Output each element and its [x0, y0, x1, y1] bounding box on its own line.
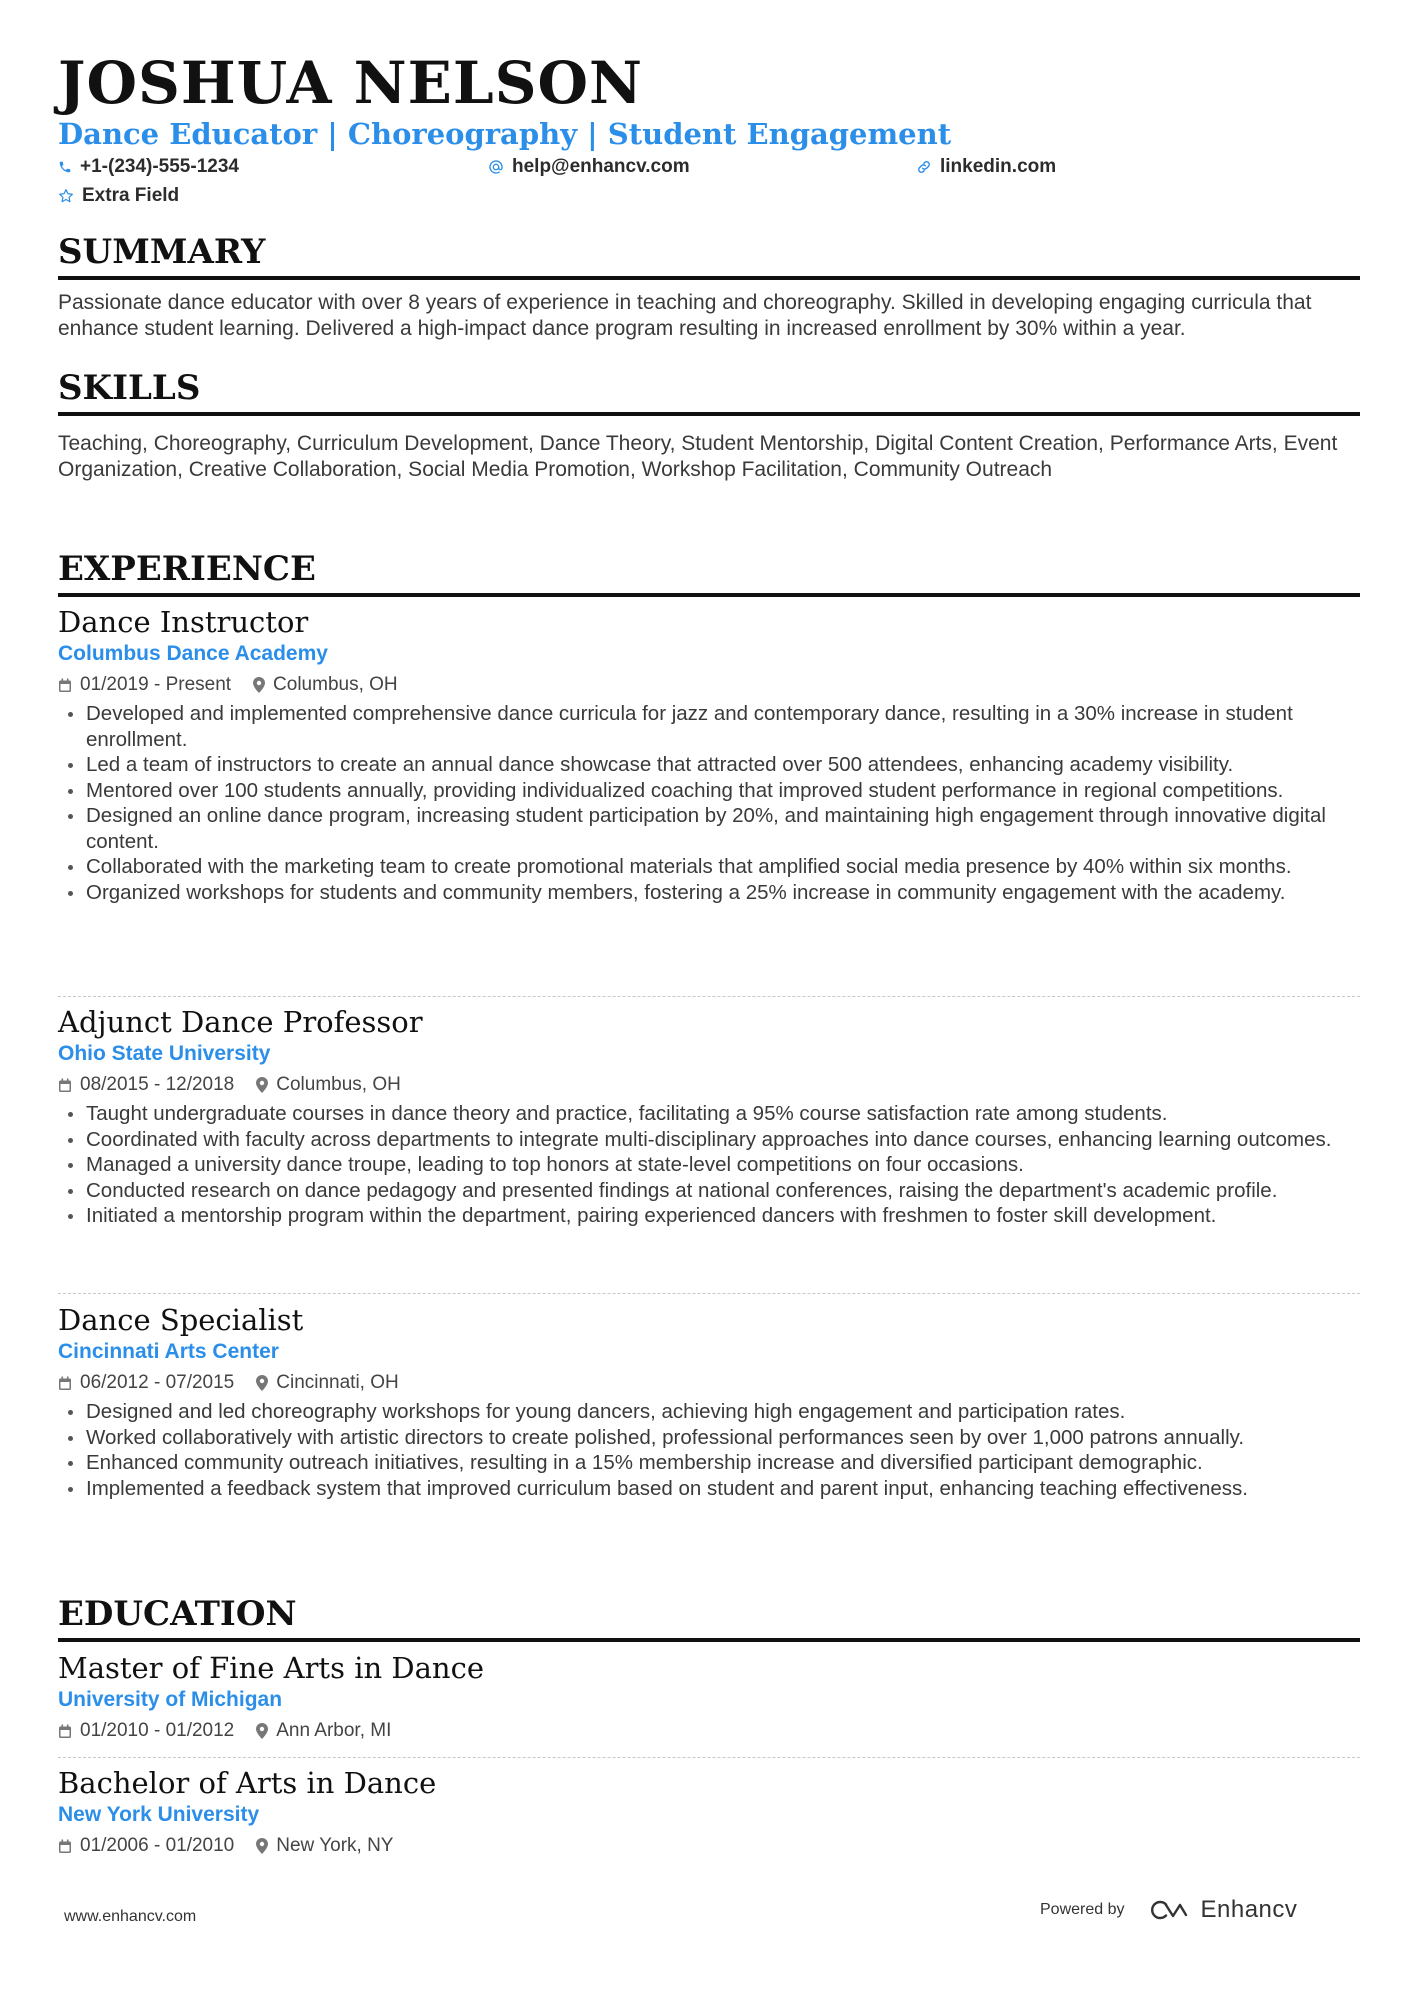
job-company: Columbus Dance Academy: [58, 642, 328, 665]
bullet-item: Led a team of instructors to create an annual dance showcase that attracted over 500 attendees, enhancing academy visibility.: [58, 752, 1360, 778]
job-location: [256, 1073, 401, 1097]
calendar-icon: [58, 678, 72, 693]
contact-phone[interactable]: [58, 155, 239, 179]
footer-branding[interactable]: [1040, 1896, 1297, 1924]
degree-title: Master of Fine Arts in Dance: [58, 1651, 484, 1685]
education-heading: EDUCATION: [58, 1594, 1360, 1642]
calendar-icon: [58, 1839, 72, 1854]
email-text: help@enhancv.com: [512, 156, 690, 177]
education-meta: [58, 1719, 1360, 1743]
bullet-item: Conducted research on dance pedagogy and presented findings at national conferences, raising the department's academic profile.: [58, 1178, 1360, 1204]
bullet-item: Mentored over 100 students annually, providing individualized coaching that improved student performance in regional competitions.: [58, 778, 1360, 804]
link-icon: [916, 159, 932, 175]
bullet-item: Organized workshops for students and community members, fostering a 25% increase in community engagement with the academy.: [58, 880, 1360, 906]
degree-title: Bachelor of Arts in Dance: [58, 1766, 437, 1800]
contact-linkedin[interactable]: [916, 155, 1056, 179]
education-location: [256, 1719, 391, 1743]
job-entry: [58, 604, 1360, 905]
summary-heading: SUMMARY: [58, 232, 1360, 280]
experience-heading: EXPERIENCE: [58, 549, 1360, 597]
phone-icon: [58, 160, 72, 174]
job-company: Ohio State University: [58, 1042, 271, 1065]
star-icon: [58, 188, 74, 204]
entry-divider: [58, 1293, 1360, 1294]
job-entry: [58, 1004, 1360, 1229]
education-location: [256, 1834, 393, 1858]
location-pin-icon: [253, 677, 265, 693]
bullet-item: Designed and led choreography workshops for young dancers, achieving high engagement and participation rates.: [58, 1399, 1360, 1425]
extra-field-text: Extra Field: [82, 185, 180, 206]
bullet-item: Worked collaboratively with artistic directors to create polished, professional performances seen by over 1,000 patrons annually.: [58, 1425, 1360, 1451]
location-pin-icon: [256, 1838, 268, 1854]
job-dates: 01/2019 - Present: [80, 674, 232, 695]
job-company: Cincinnati Arts Center: [58, 1340, 279, 1363]
education-location-text: Ann Arbor, MI: [276, 1720, 392, 1741]
at-icon: [488, 159, 504, 175]
education-location-text: New York, NY: [276, 1835, 394, 1856]
candidate-name: JOSHUA NELSON: [58, 49, 644, 117]
entry-divider: [58, 1757, 1360, 1758]
skills-text: Teaching, Choreography, Curriculum Development, Dance Theory, Student Mentorship, Digital Content Creation, Performance Arts, Event Organization, Creative Collaboration, Social Media Promotion, Workshop Facilitation, Community Outreach: [58, 432, 1338, 481]
job-location-text: Columbus, OH: [276, 1074, 401, 1095]
contact-email[interactable]: [488, 155, 690, 179]
linkedin-text: linkedin.com: [940, 156, 1057, 177]
job-location-text: Cincinnati, OH: [276, 1372, 399, 1393]
bullet-item: Taught undergraduate courses in dance theory and practice, facilitating a 95% course satisfaction rate among students.: [58, 1101, 1360, 1127]
job-meta: [58, 1073, 1360, 1097]
bullet-item: Enhanced community outreach initiatives, resulting in a 15% membership increase and diversified participant demographic.: [58, 1450, 1360, 1476]
entry-divider: [58, 996, 1360, 997]
enhancv-logo-icon: [1149, 1898, 1193, 1922]
contact-extra: [58, 184, 179, 208]
job-title: Adjunct Dance Professor: [58, 1005, 423, 1039]
job-location: [256, 1371, 399, 1395]
job-meta: [58, 673, 1360, 697]
phone-text: +1-(234)-555-1234: [80, 156, 239, 177]
bullet-item: Collaborated with the marketing team to create promotional materials that amplified social media presence by 40% within six months.: [58, 854, 1360, 880]
powered-by-label: Powered by: [1040, 1901, 1125, 1918]
skills-heading: SKILLS: [58, 368, 1360, 416]
footer-website[interactable]: www.enhancv.com: [64, 1908, 197, 1925]
job-meta: [58, 1371, 1360, 1395]
job-location-text: Columbus, OH: [273, 674, 398, 695]
candidate-tagline: Dance Educator | Choreography | Student Engagement: [58, 117, 952, 151]
brand-name: Enhancv: [1200, 1896, 1298, 1923]
summary-text: Passionate dance educator with over 8 years of experience in teaching and choreography. Skilled in developing engaging curricula that enhance student learning. Delivered a high-impact dance program resulting in increased enrollment by 30% within a year.: [58, 291, 1312, 340]
job-title: Dance Instructor: [58, 605, 309, 639]
bullet-item: Managed a university dance troupe, leading to top honors at state-level competitions on four occasions.: [58, 1152, 1360, 1178]
calendar-icon: [58, 1078, 72, 1093]
education-entry: [58, 1765, 1360, 1858]
job-dates: 06/2012 - 07/2015: [80, 1372, 235, 1393]
job-dates: 08/2015 - 12/2018: [80, 1074, 235, 1095]
location-pin-icon: [256, 1723, 268, 1739]
bullet-item: Implemented a feedback system that improved curriculum based on student and parent input, enhancing teaching effectiveness.: [58, 1476, 1360, 1502]
job-bullets: [58, 701, 1360, 905]
calendar-icon: [58, 1724, 72, 1739]
job-bullets: [58, 1101, 1360, 1229]
bullet-item: Designed an online dance program, increasing student participation by 20%, and maintaining high engagement through innovative digital content.: [58, 803, 1360, 854]
job-bullets: [58, 1399, 1360, 1501]
job-location: [253, 673, 398, 697]
calendar-icon: [58, 1376, 72, 1391]
education-meta: [58, 1834, 1360, 1858]
job-title: Dance Specialist: [58, 1303, 304, 1337]
bullet-item: Initiated a mentorship program within the department, pairing experienced dancers with freshmen to foster skill development.: [58, 1203, 1360, 1229]
job-entry: [58, 1302, 1360, 1501]
bullet-item: Coordinated with faculty across departments to integrate multi-disciplinary approaches into dance courses, enhancing learning outcomes.: [58, 1127, 1360, 1153]
education-dates: 01/2010 - 01/2012: [80, 1720, 235, 1741]
school-name: University of Michigan: [58, 1688, 283, 1711]
location-pin-icon: [256, 1077, 268, 1093]
location-pin-icon: [256, 1375, 268, 1391]
school-name: New York University: [58, 1803, 260, 1826]
education-entry: [58, 1650, 1360, 1743]
education-dates: 01/2006 - 01/2010: [80, 1835, 235, 1856]
bullet-item: Developed and implemented comprehensive dance curricula for jazz and contemporary dance, resulting in a 30% increase in student enrollment.: [58, 701, 1360, 752]
